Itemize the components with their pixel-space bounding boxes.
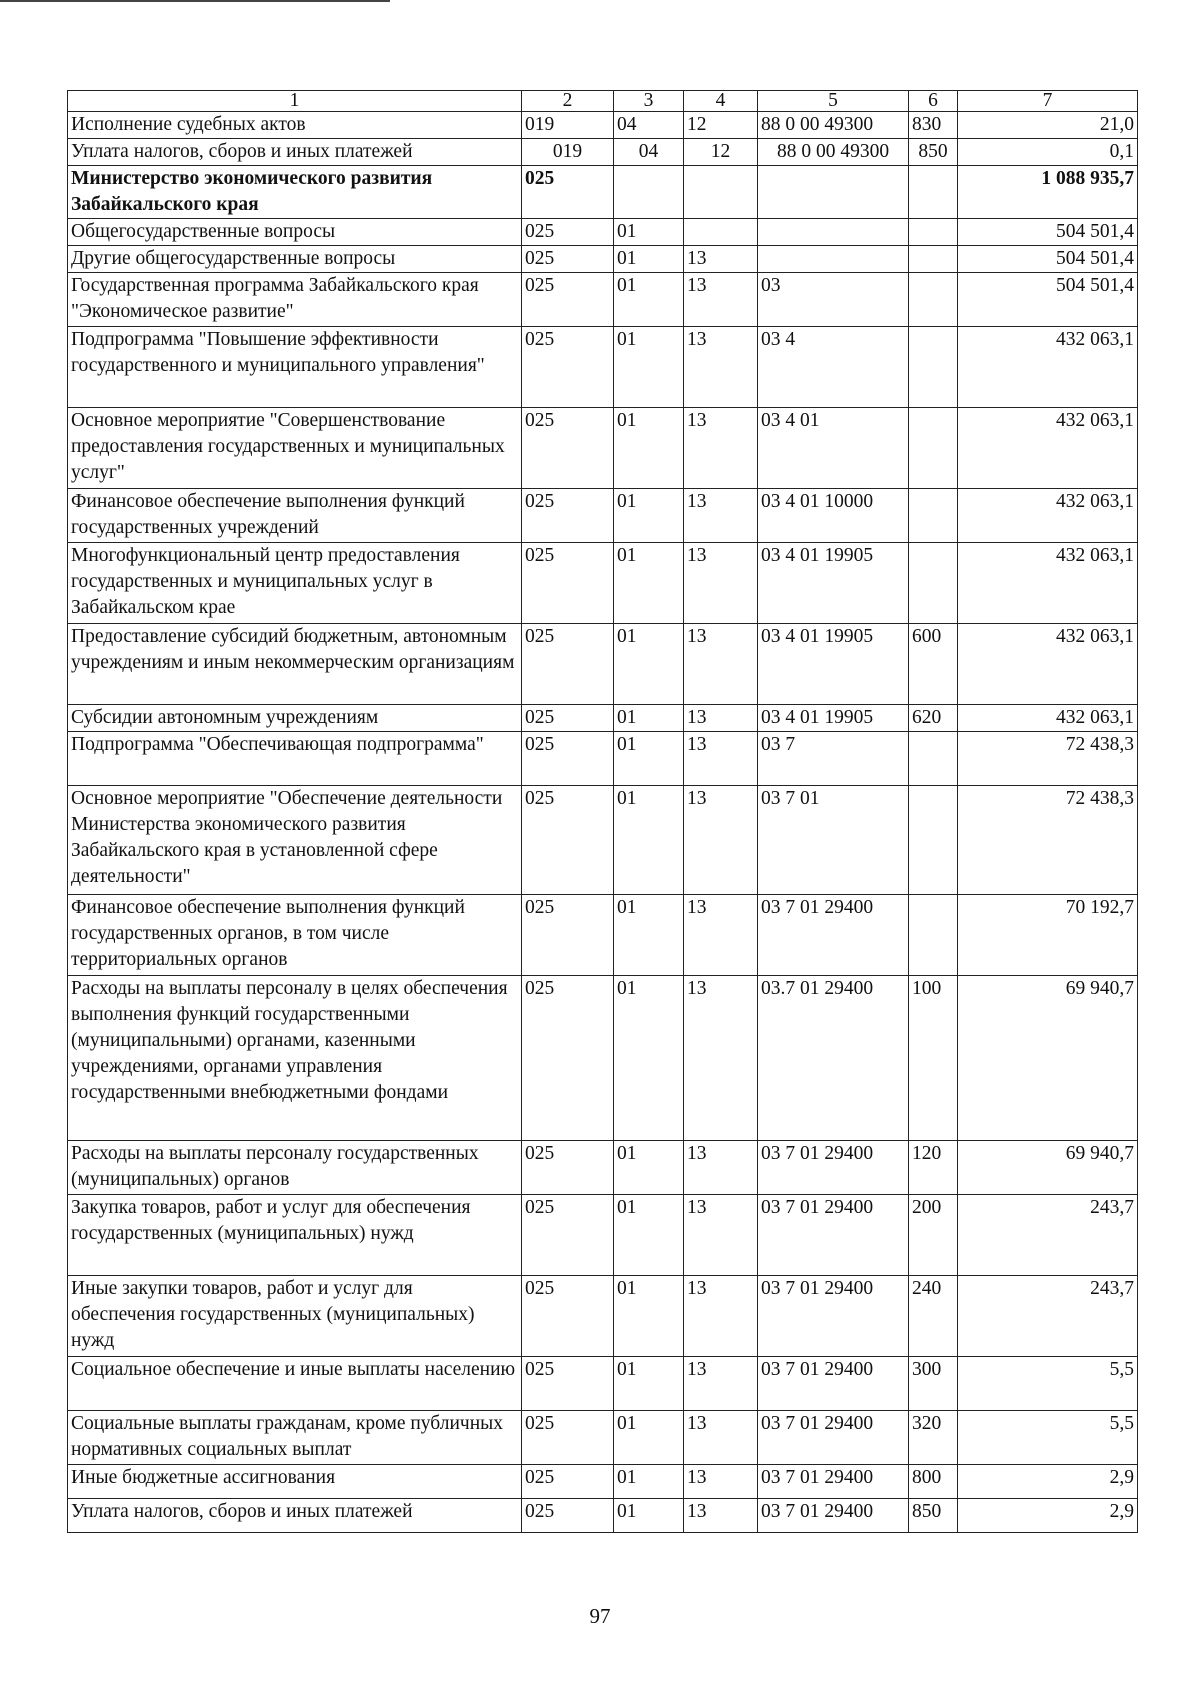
row-section: 01 [614,1499,684,1533]
column-number-row [68,91,1138,112]
row-section: 04 [614,139,684,166]
row-section: 01 [614,624,684,705]
row-ved-code: 025 [522,976,614,1141]
table-row [68,976,1138,1141]
row-ved-code: 025 [522,732,614,786]
row-target-article: 03 4 01 19905 [758,543,909,624]
row-expense-type: 850 [909,1499,958,1533]
row-amount: 432 063,1 [958,543,1138,624]
row-expense-type [909,327,958,408]
row-expense-type [909,489,958,543]
row-expense-type [909,786,958,895]
row-target-article: 03 7 01 29400 [758,895,909,976]
row-name: Исполнение судебных актов [68,112,522,139]
row-expense-type [909,732,958,786]
row-name: Субсидии автономным учреждениям [68,705,522,732]
row-subsection: 13 [684,895,758,976]
row-amount: 70 192,7 [958,895,1138,976]
row-target-article: 03 4 01 [758,408,909,489]
row-section: 01 [614,1465,684,1499]
row-ved-code: 025 [522,1195,614,1276]
row-ved-code: 025 [522,246,614,273]
row-section: 01 [614,1276,684,1357]
row-amount: 5,5 [958,1411,1138,1465]
row-subsection: 13 [684,543,758,624]
row-ved-code: 025 [522,1141,614,1195]
row-section [614,166,684,219]
row-ved-code: 025 [522,166,614,219]
table-row [68,1499,1138,1533]
table-row [68,1465,1138,1499]
row-target-article: 03 4 01 10000 [758,489,909,543]
row-expense-type [909,543,958,624]
row-amount: 504 501,4 [958,246,1138,273]
row-subsection [684,166,758,219]
col-header-6: 6 [909,91,958,112]
row-section: 01 [614,1195,684,1276]
table-row [68,489,1138,543]
row-target-article: 03 7 01 29400 [758,1357,909,1411]
row-subsection: 13 [684,273,758,327]
row-ved-code: 025 [522,408,614,489]
row-name: Расходы на выплаты персоналу в целях обеспечения выполнения функций государственными (муниципальными) органами, казенными учреждениями, органами управления государственными внебюджетными фондами [68,976,522,1141]
row-subsection: 13 [684,705,758,732]
col-header-1: 1 [68,91,522,112]
row-name: Социальные выплаты гражданам, кроме публичных нормативных социальных выплат [68,1411,522,1465]
row-target-article: 88 0 00 49300 [758,112,909,139]
row-expense-type: 850 [909,139,958,166]
table-row [68,246,1138,273]
row-ved-code: 025 [522,786,614,895]
row-expense-type [909,166,958,219]
row-section: 01 [614,786,684,895]
table-row [68,732,1138,786]
row-amount: 69 940,7 [958,976,1138,1141]
row-target-article: 03 7 01 29400 [758,1141,909,1195]
row-name: Иные закупки товаров, работ и услуг для обеспечения государственных (муниципальных) нужд [68,1276,522,1357]
row-expense-type [909,273,958,327]
row-amount: 0,1 [958,139,1138,166]
row-section: 01 [614,895,684,976]
row-target-article: 03 4 01 19905 [758,624,909,705]
row-subsection: 13 [684,246,758,273]
row-name: Финансовое обеспечение выполнения функций государственных учреждений [68,489,522,543]
row-subsection: 13 [684,732,758,786]
row-section: 01 [614,489,684,543]
row-expense-type: 620 [909,705,958,732]
row-section: 01 [614,273,684,327]
row-name: Общегосударственные вопросы [68,219,522,246]
row-target-article: 03 7 01 29400 [758,1195,909,1276]
row-section: 01 [614,1141,684,1195]
row-subsection: 13 [684,408,758,489]
row-amount: 2,9 [958,1499,1138,1533]
top-rule [0,0,390,2]
row-ved-code: 019 [522,139,614,166]
row-expense-type: 600 [909,624,958,705]
row-name: Уплата налогов, сборов и иных платежей [68,1499,522,1533]
col-header-4: 4 [684,91,758,112]
row-name: Министерство экономического развития Забайкальского края [68,166,522,219]
row-ved-code: 025 [522,895,614,976]
row-expense-type [909,219,958,246]
row-target-article: 88 0 00 49300 [758,139,909,166]
row-name: Государственная программа Забайкальского края "Экономическое развитие" [68,273,522,327]
row-target-article: 03 4 01 19905 [758,705,909,732]
table-row [68,1357,1138,1411]
row-amount: 2,9 [958,1465,1138,1499]
row-subsection: 13 [684,976,758,1141]
row-target-article: 03 7 01 [758,786,909,895]
row-amount: 432 063,1 [958,408,1138,489]
row-ved-code: 025 [522,1276,614,1357]
row-ved-code: 025 [522,1465,614,1499]
table-row [68,1195,1138,1276]
row-amount: 243,7 [958,1276,1138,1357]
row-name: Подпрограмма "Повышение эффективности государственного и муниципального управления" [68,327,522,408]
row-section: 04 [614,112,684,139]
row-ved-code: 025 [522,273,614,327]
row-target-article: 03 7 01 29400 [758,1276,909,1357]
row-name: Социальное обеспечение и иные выплаты населению [68,1357,522,1411]
row-target-article: 03.7 01 29400 [758,976,909,1141]
row-target-article: 03 7 01 29400 [758,1411,909,1465]
row-name: Подпрограмма "Обеспечивающая подпрограмма" [68,732,522,786]
row-expense-type [909,895,958,976]
row-ved-code: 025 [522,1499,614,1533]
table-row [68,543,1138,624]
table-row [68,219,1138,246]
row-expense-type: 240 [909,1276,958,1357]
row-subsection: 13 [684,327,758,408]
row-name: Финансовое обеспечение выполнения функций государственных органов, в том числе территориальных органов [68,895,522,976]
row-target-article [758,219,909,246]
row-section: 01 [614,219,684,246]
table-row [68,327,1138,408]
row-amount: 72 438,3 [958,732,1138,786]
row-expense-type: 100 [909,976,958,1141]
row-ved-code: 025 [522,489,614,543]
row-section: 01 [614,976,684,1141]
row-subsection: 13 [684,1195,758,1276]
row-subsection: 13 [684,1276,758,1357]
col-header-5: 5 [758,91,909,112]
row-name: Уплата налогов, сборов и иных платежей [68,139,522,166]
row-section: 01 [614,408,684,489]
row-expense-type: 320 [909,1411,958,1465]
row-amount: 504 501,4 [958,219,1138,246]
row-section: 01 [614,1411,684,1465]
row-ved-code: 025 [522,624,614,705]
row-target-article: 03 7 01 29400 [758,1499,909,1533]
row-subsection: 13 [684,1141,758,1195]
row-expense-type: 300 [909,1357,958,1411]
row-subsection: 12 [684,112,758,139]
row-amount: 1 088 935,7 [958,166,1138,219]
row-expense-type [909,246,958,273]
col-header-3: 3 [614,91,684,112]
row-target-article [758,246,909,273]
row-section: 01 [614,1357,684,1411]
table-row [68,895,1138,976]
table-row [68,705,1138,732]
row-target-article: 03 4 [758,327,909,408]
row-subsection: 13 [684,1499,758,1533]
row-target-article [758,166,909,219]
table-row [68,786,1138,895]
table-row [68,1276,1138,1357]
row-target-article: 03 7 [758,732,909,786]
row-ved-code: 025 [522,1411,614,1465]
table-row [68,1411,1138,1465]
row-subsection [684,219,758,246]
row-ved-code: 025 [522,219,614,246]
row-target-article: 03 7 01 29400 [758,1465,909,1499]
row-section: 01 [614,732,684,786]
row-subsection: 13 [684,489,758,543]
row-name: Закупка товаров, работ и услуг для обеспечения государственных (муниципальных) нужд [68,1195,522,1276]
row-name: Иные бюджетные ассигнования [68,1465,522,1499]
row-amount: 432 063,1 [958,705,1138,732]
row-target-article: 03 [758,273,909,327]
col-header-7: 7 [958,91,1138,112]
table-row [68,139,1138,166]
row-ved-code: 025 [522,327,614,408]
row-name: Другие общегосударственные вопросы [68,246,522,273]
row-amount: 72 438,3 [958,786,1138,895]
row-section: 01 [614,246,684,273]
table-row [68,408,1138,489]
table-row [68,112,1138,139]
row-amount: 243,7 [958,1195,1138,1276]
row-name: Многофункциональный центр предоставления государственных и муниципальных услуг в Забайкальском крае [68,543,522,624]
row-name: Основное мероприятие "Обеспечение деятельности Министерства экономического развития Забайкальского края в установленной сфере деятельности" [68,786,522,895]
row-amount: 432 063,1 [958,624,1138,705]
row-subsection: 13 [684,1465,758,1499]
row-section: 01 [614,705,684,732]
row-amount: 69 940,7 [958,1141,1138,1195]
row-subsection: 13 [684,1357,758,1411]
budget-table [67,90,1138,1533]
row-ved-code: 025 [522,543,614,624]
row-subsection: 12 [684,139,758,166]
row-expense-type: 800 [909,1465,958,1499]
table-row [68,1141,1138,1195]
page-number: 97 [589,1604,611,1628]
row-name: Предоставление субсидий бюджетным, автономным учреждениям и иным некоммерческим организациям [68,624,522,705]
row-ved-code: 019 [522,112,614,139]
row-amount: 504 501,4 [958,273,1138,327]
row-amount: 21,0 [958,112,1138,139]
row-name: Расходы на выплаты персоналу государственных (муниципальных) органов [68,1141,522,1195]
row-amount: 432 063,1 [958,489,1138,543]
col-header-2: 2 [522,91,614,112]
table-row [68,624,1138,705]
row-amount: 432 063,1 [958,327,1138,408]
row-ved-code: 025 [522,705,614,732]
row-expense-type: 830 [909,112,958,139]
row-subsection: 13 [684,786,758,895]
row-expense-type: 200 [909,1195,958,1276]
row-section: 01 [614,543,684,624]
row-subsection: 13 [684,1411,758,1465]
row-name: Основное мероприятие "Совершенствование предоставления государственных и муниципальных услуг" [68,408,522,489]
row-section: 01 [614,327,684,408]
table-row [68,166,1138,219]
table-row [68,273,1138,327]
budget-table-body [68,91,1138,1533]
row-subsection: 13 [684,624,758,705]
row-expense-type [909,408,958,489]
row-amount: 5,5 [958,1357,1138,1411]
row-ved-code: 025 [522,1357,614,1411]
row-expense-type: 120 [909,1141,958,1195]
